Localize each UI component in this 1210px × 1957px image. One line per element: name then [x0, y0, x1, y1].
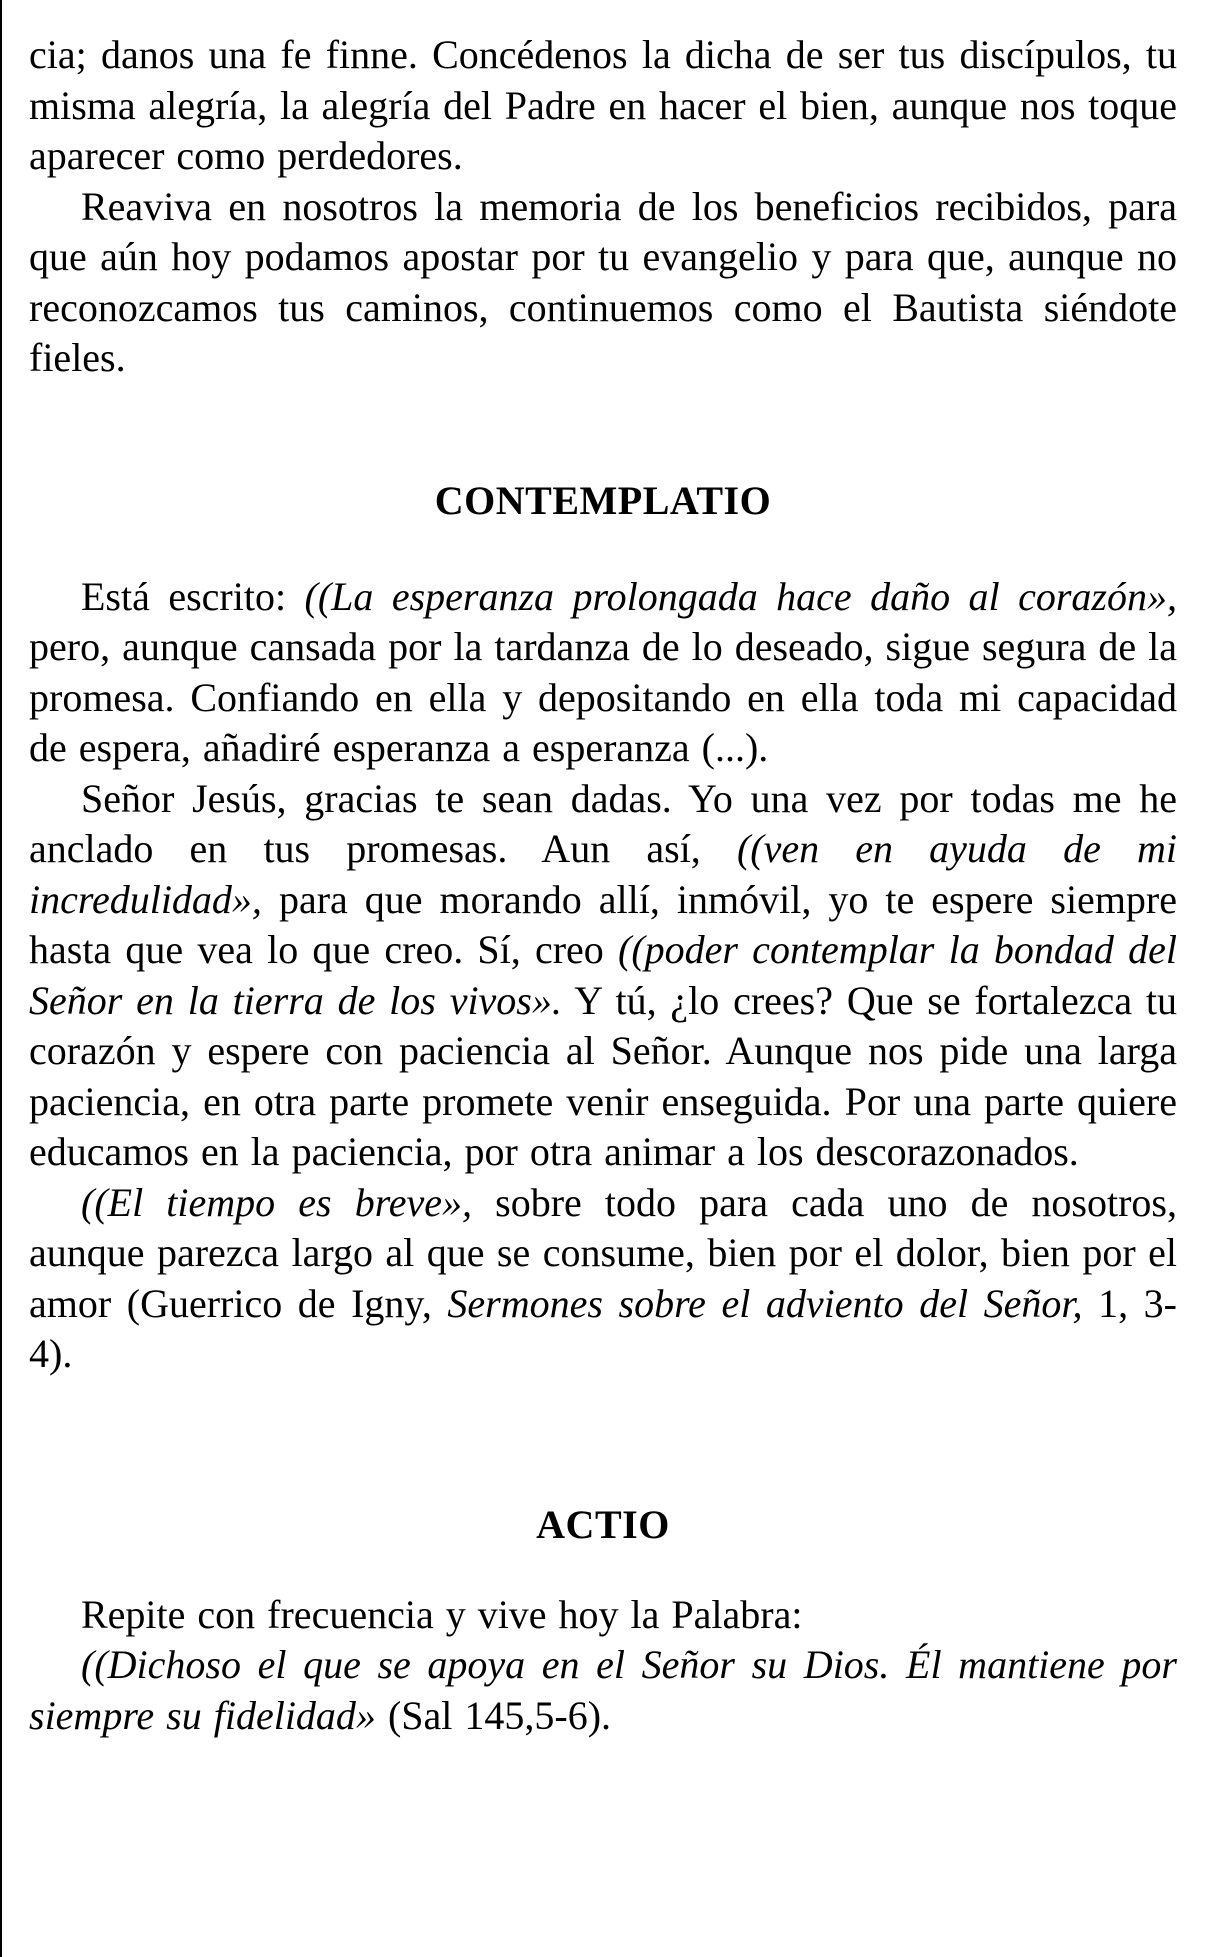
- scripture-quote: ((El tiempo es breve»,: [81, 1179, 473, 1225]
- intro-paragraph-2: Reaviva en nosotros la memoria de los beneficios recibidos, para que aún hoy podamos apostar por tu evangelio y para que, aunque no reconozcamos tus caminos, continuemos como el Bautista siéndote fieles.: [29, 183, 1177, 380]
- scripture-quote: ((Dichoso el que se apoya en el Señor su Dios. Él mantiene por siempre su fidelidad»: [29, 1642, 1177, 1738]
- book-title: Sermones sobre el adviento del Señor,: [447, 1280, 1083, 1326]
- intro-paragraph-1: cia; danos una fe finne. Concédenos la dicha de ser tus discípulos, tu misma alegría, la alegría del Padre en hacer el bien, aunque nos toque aparecer como perdedores.: [29, 32, 1177, 178]
- contemplatio-paragraph-1: [29, 572, 1177, 774]
- page-edge-rule: [0, 0, 2, 1957]
- text-span: Y tú, ¿lo crees? Que se fortalezca tu corazón y espere con paciencia al Señor. Aunque nos pide una larga paciencia, en otra parte promete venir enseguida. Por una parte quiere educamos en la paciencia, por otra animar a los descorazonados.: [29, 977, 1178, 1174]
- scripture-quote: ((poder contemplar la bondad del Señor en la tierra de los vivos».: [29, 927, 1177, 1023]
- text-span: para que morando allí, inmóvil, yo te espere siempre hasta que vea lo que creo. Sí, creo: [29, 876, 1177, 972]
- text-span: Señor Jesús, gracias te sean dadas. Yo una vez por todas me he anclado en tus promesas. Aun así,: [29, 775, 1177, 871]
- page-content: [29, 30, 1177, 1741]
- scripture-reference: (Sal 145,5-6).: [375, 1692, 612, 1738]
- contemplatio-paragraph-3: [29, 1178, 1177, 1380]
- text-span: pero, aunque cansada por la tardanza de lo deseado, sigue segura de la promesa. Confiando en ella y depositando en ella toda mi capacidad de espera, añadiré esperanza a esperanza (...).: [29, 624, 1177, 770]
- actio-paragraph-2: [29, 1640, 1177, 1741]
- contemplatio-heading: CONTEMPLATIO: [434, 477, 772, 523]
- scripture-quote: ((La esperanza prolongada hace daño al corazón»,: [304, 573, 1177, 619]
- scripture-quote: ((ven en ayuda de mi incredulidad»,: [29, 826, 1177, 922]
- actio-heading: ACTIO: [536, 1501, 670, 1547]
- text-span: sobre todo para cada uno de nosotros, aunque parezca largo al que se consume, bien por el dolor, bien por el amor (Guerrico de Igny,: [29, 1179, 1178, 1326]
- contemplatio-paragraph-2: [29, 774, 1177, 1178]
- text-span: 1, 3-4).: [29, 1280, 1177, 1376]
- actio-paragraph-1: Repite con frecuencia y vive hoy la Palabra:: [81, 1591, 803, 1637]
- text-span: Está escrito:: [81, 573, 305, 619]
